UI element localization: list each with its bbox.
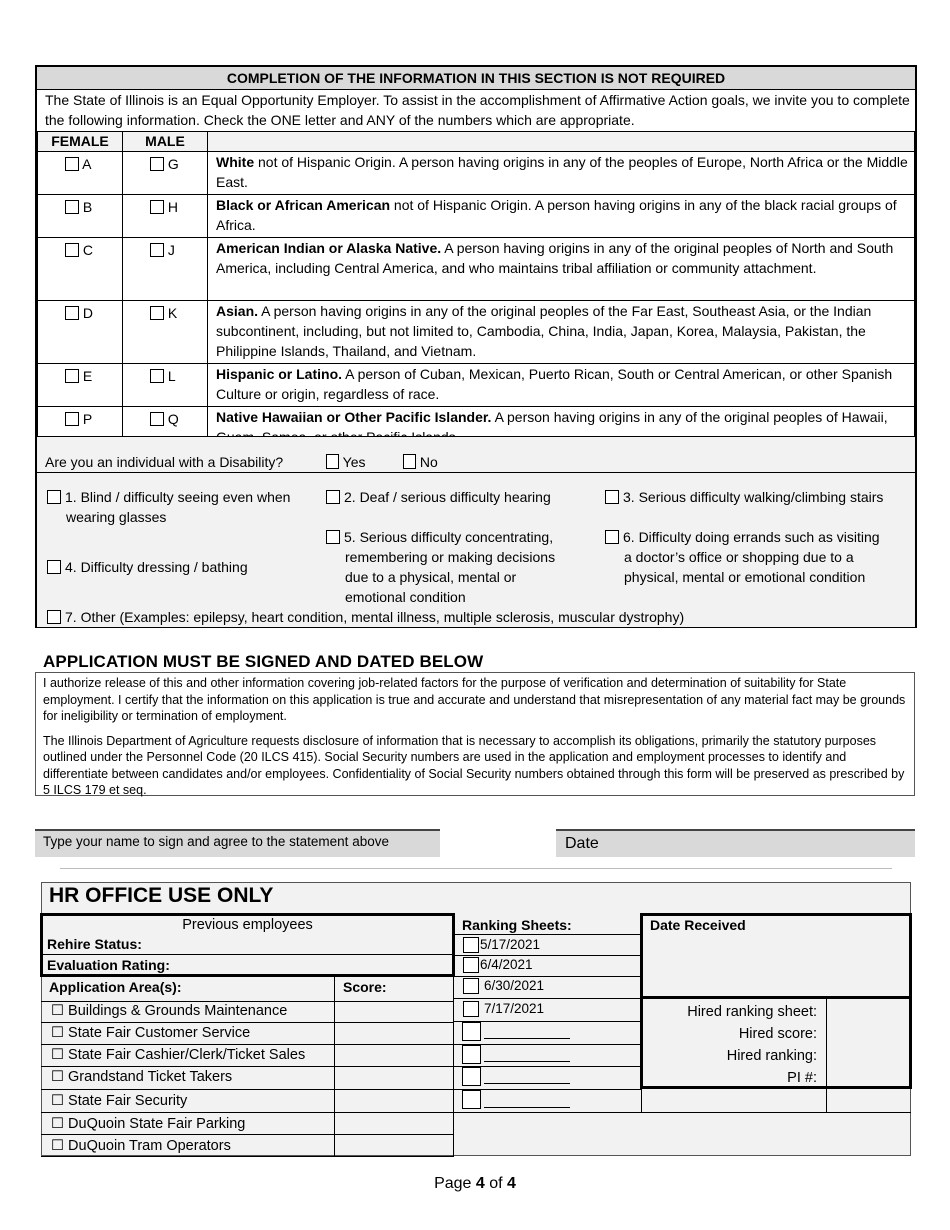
page-of: of xyxy=(484,1175,508,1192)
option-letter: L xyxy=(167,368,176,384)
application-area-item[interactable]: ☐ Buildings & Grounds Maintenance xyxy=(51,1003,288,1019)
option-letter: B xyxy=(82,199,93,215)
grid-line xyxy=(41,1001,454,1002)
disability-option-6[interactable] xyxy=(605,527,913,587)
separator-band xyxy=(37,436,915,453)
option-label: 6. Difficulty doing errands such as visiting xyxy=(623,529,880,545)
option-label-cont: emotional condition xyxy=(345,589,466,605)
option-letter: K xyxy=(167,305,178,321)
ranking-date: 6/4/2021 xyxy=(480,957,533,972)
ranking-blank-line[interactable] xyxy=(484,1107,570,1108)
authorization-statement xyxy=(35,672,915,796)
ranking-checkbox[interactable] xyxy=(463,1001,479,1017)
disability-options xyxy=(37,473,915,627)
male-option[interactable] xyxy=(123,301,208,364)
option-label-cont: due to a physical, mental or xyxy=(345,569,517,585)
ranking-checkbox[interactable] xyxy=(462,1090,481,1109)
checkbox[interactable] xyxy=(150,200,164,214)
application-area-item[interactable]: ☐ State Fair Customer Service xyxy=(51,1025,251,1041)
date-received-label: Date Received xyxy=(650,917,746,933)
signature-name-field[interactable]: Type your name to sign and agree to the statement above xyxy=(35,829,440,857)
option-letter: E xyxy=(82,368,93,384)
grid-line xyxy=(334,977,335,1157)
disability-yes-option[interactable] xyxy=(326,452,365,472)
ranking-date: 7/17/2021 xyxy=(484,1001,545,1016)
grid-line xyxy=(41,1022,454,1023)
checkbox[interactable] xyxy=(65,243,79,257)
race-heading: Native Hawaiian or Other Pacific Islander. xyxy=(216,409,492,425)
option-label-cont: physical, mental or emotional condition xyxy=(624,569,866,585)
signature-date-field[interactable]: Date xyxy=(556,829,915,857)
ranking-date: 5/17/2021 xyxy=(480,937,541,952)
male-column-header: MALE xyxy=(123,132,208,152)
disability-option-4[interactable] xyxy=(47,557,317,577)
race-description xyxy=(208,195,915,238)
option-label: 2. Deaf / serious difficulty hearing xyxy=(344,489,551,505)
checkbox[interactable] xyxy=(326,454,339,469)
eeo-section xyxy=(35,65,917,628)
option-letter: D xyxy=(82,305,94,321)
disability-no-option[interactable] xyxy=(403,452,438,472)
race-text: not of Hispanic Origin. A person having origins in any of the peoples of Europe, North Africa or the Middle East. xyxy=(216,154,908,190)
checkbox[interactable] xyxy=(150,412,164,426)
race-heading: American Indian or Alaska Native. xyxy=(216,240,442,256)
ranking-checkbox[interactable] xyxy=(463,937,479,953)
eeo-intro: The State of Illinois is an Equal Opportunity Employer. To assist in the accomplishment of Affirmative Action goals, we invite you to complete the following information. Check the ONE letter and ANY of the numbers which are appropriate. xyxy=(45,92,910,128)
checkbox[interactable] xyxy=(47,560,61,574)
grid-line xyxy=(41,1112,911,1113)
grid-line xyxy=(454,998,641,999)
option-label: 5. Serious difficulty concentrating, xyxy=(344,529,554,545)
signature-section-title: APPLICATION MUST BE SIGNED AND DATED BELOW xyxy=(43,652,484,671)
checkbox[interactable] xyxy=(65,412,79,426)
race-text: not of Hispanic Origin. A person having origins in any of the black racial groups of Africa. xyxy=(216,197,897,233)
option-letter: C xyxy=(82,242,94,258)
checkbox[interactable] xyxy=(150,369,164,383)
ranking-checkbox[interactable] xyxy=(462,1045,481,1064)
checkbox[interactable] xyxy=(605,490,619,504)
option-label: 7. Other (Examples: epilepsy, heart condition, mental illness, multiple sclerosis, muscular dystrophy) xyxy=(65,609,685,625)
option-letter: H xyxy=(167,199,179,215)
male-option[interactable] xyxy=(123,152,208,195)
pi-number-label: PI #: xyxy=(787,1070,817,1086)
checkbox[interactable] xyxy=(65,369,79,383)
race-heading: White xyxy=(216,154,255,170)
checkbox[interactable] xyxy=(65,200,79,214)
checkbox[interactable] xyxy=(605,530,619,544)
race-text: A person having origins in any of the original peoples of the Far East, Southeast Asia, or the Indian subcontinent, including, but not limited to, Cambodia, China, India, Japan, Korea, Malaysia, Pakistan, the Philippine Islands, Thailand, and Vietnam. xyxy=(216,303,872,359)
option-letter: Q xyxy=(167,411,179,427)
race-description xyxy=(208,238,915,301)
description-column-header xyxy=(208,132,915,152)
page-number: 4 xyxy=(475,1175,485,1192)
race-table xyxy=(37,131,915,450)
application-area-item[interactable]: ☐ State Fair Security xyxy=(51,1093,188,1109)
grid-line xyxy=(454,955,641,956)
application-area-item[interactable]: ☐ DuQuoin Tram Operators xyxy=(51,1138,231,1154)
grid-line xyxy=(454,1044,641,1045)
option-label-cont: remembering or making decisions xyxy=(345,549,556,565)
ranking-blank-line[interactable] xyxy=(484,1061,570,1062)
disability-option-3[interactable] xyxy=(605,487,913,507)
page-total: 4 xyxy=(507,1175,516,1192)
disability-option-1[interactable] xyxy=(47,487,317,527)
race-heading: Black or African American xyxy=(216,197,391,213)
option-label: 4. Difficulty dressing / bathing xyxy=(65,559,248,575)
checkbox[interactable] xyxy=(150,243,164,257)
checkbox[interactable] xyxy=(65,306,79,320)
ranking-checkbox[interactable] xyxy=(463,957,479,973)
female-option[interactable] xyxy=(38,195,123,238)
race-text: A person having origins in any of the original peoples of Hawaii, xyxy=(494,409,888,425)
checkbox[interactable] xyxy=(403,454,416,469)
option-letter: J xyxy=(167,242,175,258)
disability-question: Are you an individual with a Disability? xyxy=(45,454,284,470)
grid-line xyxy=(454,934,641,935)
option-letter: A xyxy=(82,156,92,172)
ranking-sheets-label: Ranking Sheets: xyxy=(462,917,572,933)
race-heading: Hispanic or Latino. xyxy=(216,366,343,382)
divider xyxy=(60,868,892,869)
hired-ranking-sheet-label: Hired ranking sheet: xyxy=(687,1004,817,1020)
grid-line xyxy=(41,1066,454,1067)
male-option[interactable] xyxy=(123,364,208,407)
disability-option-2[interactable] xyxy=(326,487,596,507)
score-label: Score: xyxy=(343,979,387,995)
race-row xyxy=(38,301,915,364)
checkbox[interactable] xyxy=(47,610,61,624)
grid-line xyxy=(41,1134,454,1135)
female-option[interactable] xyxy=(38,301,123,364)
female-column-header: FEMALE xyxy=(38,132,123,152)
option-label-cont: wearing glasses xyxy=(66,509,167,525)
grid-line xyxy=(41,1044,454,1045)
ranking-date: 6/30/2021 xyxy=(484,978,545,993)
race-text: A person having origins in any of the original peoples of North and South America, including Central America, and who maintains tribal affiliation or community attachment. xyxy=(216,240,894,276)
option-label-cont: a doctor’s office or shopping due to a xyxy=(624,549,854,565)
hr-section-title: HR OFFICE USE ONLY xyxy=(49,884,274,907)
race-heading: Asian. xyxy=(216,303,259,319)
male-option[interactable] xyxy=(123,238,208,301)
checkbox[interactable] xyxy=(47,490,61,504)
eeo-header: COMPLETION OF THE INFORMATION IN THIS SECTION IS NOT REQUIRED xyxy=(37,67,915,90)
application-area-item[interactable]: ☐ State Fair Cashier/Clerk/Ticket Sales xyxy=(51,1047,306,1063)
ranking-checkbox[interactable] xyxy=(462,1067,481,1086)
previous-employees-label: Previous employees xyxy=(182,917,313,933)
application-area-item[interactable]: ☐ DuQuoin State Fair Parking xyxy=(51,1116,246,1132)
no-label: No xyxy=(419,454,438,470)
hired-ranking-label: Hired ranking: xyxy=(726,1048,817,1064)
ranking-checkbox[interactable] xyxy=(462,1022,481,1041)
grid-line xyxy=(41,1156,454,1157)
hired-score-label: Hired score: xyxy=(738,1026,817,1042)
option-letter: P xyxy=(82,411,93,427)
option-letter: G xyxy=(167,156,179,172)
disability-question-row xyxy=(37,452,915,473)
checkbox[interactable] xyxy=(150,157,164,171)
disclosure-paragraph: The Illinois Department of Agriculture requests disclosure of information that is necessary to accomplish its obligations, primarily the statutory purposes outlined under the Personnel Code (20 ILCS 415). Social Security numbers are used in the application and employment processes to identify and differentiate between candidates and/or employees. Confidentiality of Social Security numbers obtained through this form will be preserved as prescribed by 5 ILCS 179 et seq. xyxy=(43,733,905,797)
evaluation-rating-label: Evaluation Rating: xyxy=(47,957,170,973)
page-prefix: Page xyxy=(434,1175,476,1192)
ranking-blank-line[interactable] xyxy=(484,1038,570,1039)
page-footer xyxy=(0,1175,950,1193)
rehire-status-label: Rehire Status: xyxy=(47,936,142,952)
race-text: A person of Cuban, Mexican, Puerto Rican, South or Central American, or other Spanish Culture or origin, regardless of race. xyxy=(216,366,893,402)
race-description xyxy=(208,301,915,364)
ranking-blank-line[interactable] xyxy=(484,1083,570,1084)
race-row xyxy=(38,195,915,238)
race-row xyxy=(38,364,915,407)
application-areas-label: Application Area(s): xyxy=(49,979,182,995)
male-option[interactable] xyxy=(123,195,208,238)
application-area-item[interactable]: ☐ Grandstand Ticket Takers xyxy=(51,1069,233,1085)
option-label: 3. Serious difficulty walking/climbing stairs xyxy=(623,489,884,505)
race-row xyxy=(38,238,915,301)
checkbox[interactable] xyxy=(150,306,164,320)
grid-line xyxy=(454,1089,641,1090)
authorization-paragraph: I authorize release of this and other information covering job-related factors for the purpose of verification and determination of suitability for State employment. I certify that the information on this application is true and accurate and understand that misrepresentation of any material fact may be grounds for ineligibility or termination of employment. xyxy=(43,676,906,723)
grid-line xyxy=(41,1089,454,1090)
race-description xyxy=(208,364,915,407)
disability-option-5[interactable] xyxy=(326,527,596,607)
checkbox[interactable] xyxy=(65,157,79,171)
disability-option-7[interactable] xyxy=(47,607,907,627)
checkbox[interactable] xyxy=(326,530,340,544)
grid-line xyxy=(454,1021,641,1022)
ranking-checkbox[interactable] xyxy=(463,978,479,994)
race-row xyxy=(38,152,915,195)
option-label: 1. Blind / difficulty seeing even when xyxy=(65,489,291,505)
grid-line xyxy=(454,976,641,977)
yes-label: Yes xyxy=(342,454,366,470)
female-option[interactable] xyxy=(38,238,123,301)
grid-line xyxy=(454,1066,641,1067)
female-option[interactable] xyxy=(38,152,123,195)
race-description xyxy=(208,152,915,195)
female-option[interactable] xyxy=(38,364,123,407)
checkbox[interactable] xyxy=(326,490,340,504)
